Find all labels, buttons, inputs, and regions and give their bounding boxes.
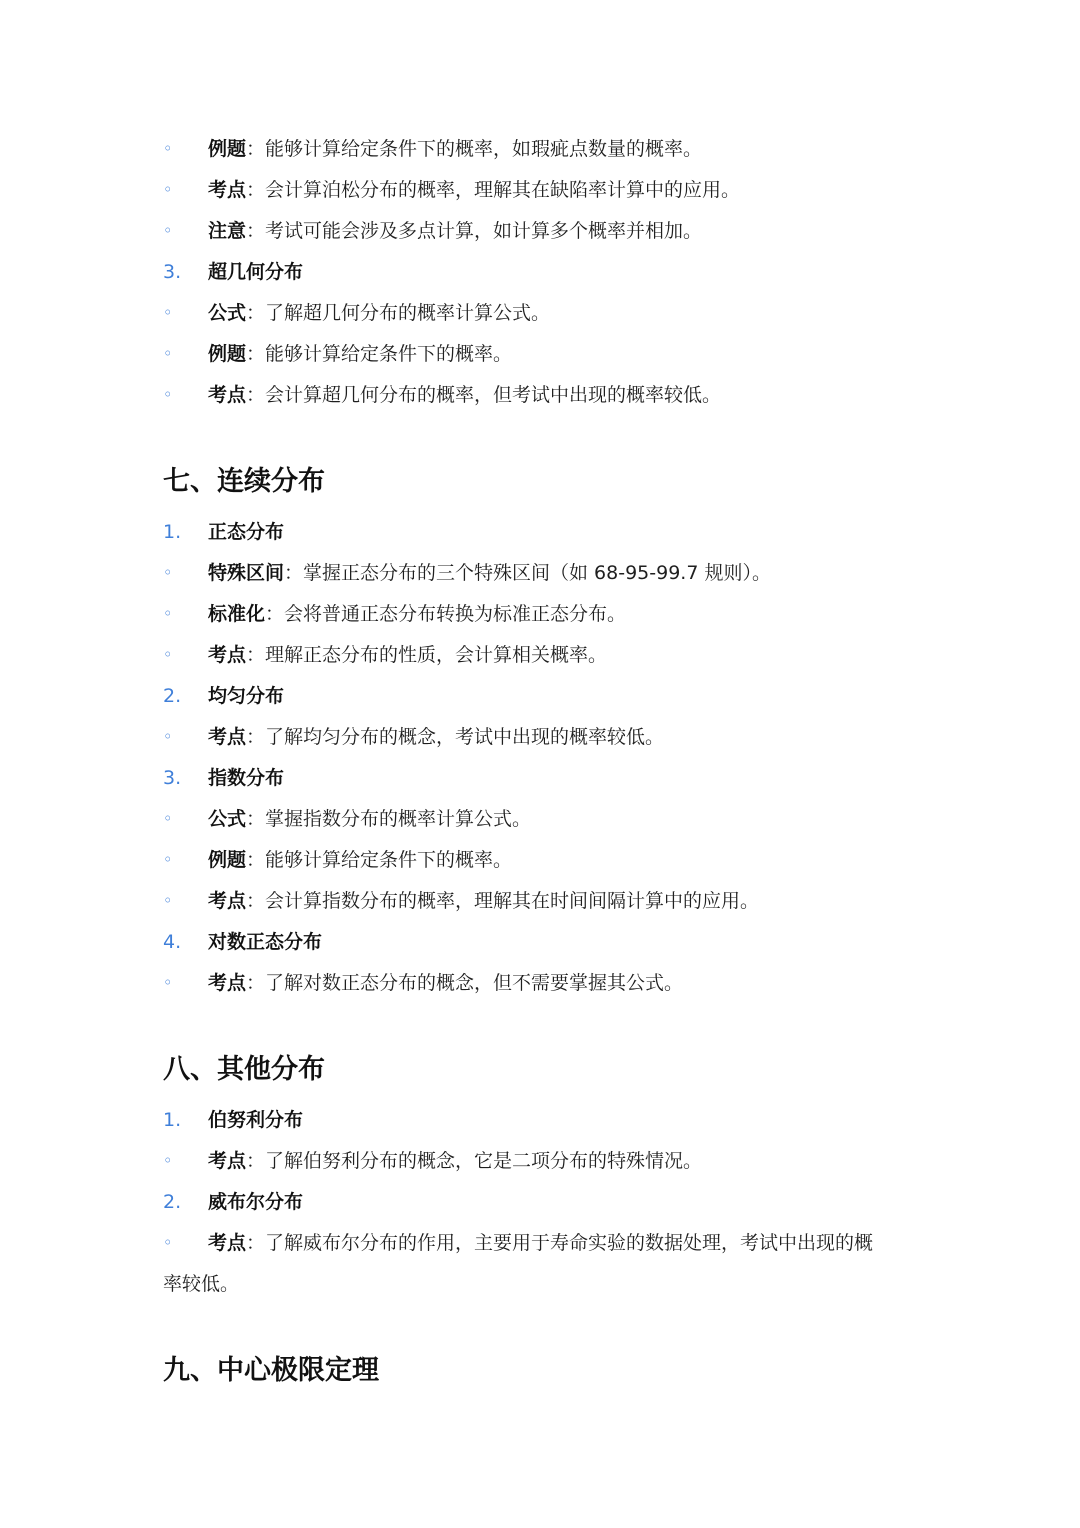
item-label: 公式 bbox=[208, 808, 247, 830]
item-text: ：掌握指数分布的概率计算公式。 bbox=[246, 808, 532, 830]
list-item bbox=[0, 883, 1080, 919]
list-item bbox=[0, 336, 1080, 372]
item-text: ：了解超几何分布的概率计算公式。 bbox=[246, 302, 551, 324]
list-number: 1. bbox=[163, 521, 182, 543]
item-text: ：了解威布尔分布的作用，主要用于寿命实验的数据处理，考试中出现的概 bbox=[246, 1232, 874, 1254]
item-text: ：能够计算给定条件下的概率，如瑕疵点数量的概率。 bbox=[246, 138, 703, 160]
list-item bbox=[0, 172, 1080, 208]
item-text: ：能够计算给定条件下的概率。 bbox=[246, 343, 513, 365]
list-item bbox=[0, 965, 1080, 1001]
bullet-icon: ◦ bbox=[163, 1151, 173, 1170]
list-number: 3. bbox=[163, 767, 182, 789]
item-label: 考点 bbox=[208, 1232, 247, 1254]
bullet-icon: ◦ bbox=[163, 180, 173, 199]
bullet-icon: ◦ bbox=[163, 645, 173, 664]
section-heading: 九、中心极限定理 bbox=[163, 1355, 379, 1386]
item-label: 考点 bbox=[208, 726, 247, 748]
numbered-item bbox=[0, 1102, 1080, 1138]
bullet-icon: ◦ bbox=[163, 973, 173, 992]
item-text: ：会计算超几何分布的概率，但考试中出现的概率较低。 bbox=[246, 384, 722, 406]
item-text: ：理解正态分布的性质，会计算相关概率。 bbox=[246, 644, 608, 666]
numbered-item bbox=[0, 254, 1080, 290]
item-text: ：掌握正态分布的三个特殊区间（如 68-95-99.7 规则）。 bbox=[284, 562, 771, 584]
section-heading: 八、其他分布 bbox=[163, 1054, 325, 1085]
list-number: 4. bbox=[163, 931, 182, 953]
item-label: 公式 bbox=[208, 302, 247, 324]
list-item bbox=[0, 842, 1080, 878]
item-label: 考点 bbox=[208, 644, 247, 666]
numbered-item bbox=[0, 514, 1080, 550]
bullet-icon: ◦ bbox=[163, 344, 173, 363]
list-item bbox=[0, 295, 1080, 331]
item-label: 标准化 bbox=[208, 603, 266, 625]
list-number: 3. bbox=[163, 261, 182, 283]
subsection-title: 超几何分布 bbox=[208, 261, 304, 283]
item-label: 注意 bbox=[208, 220, 247, 242]
list-item-continuation bbox=[0, 1266, 1080, 1302]
bullet-icon: ◦ bbox=[163, 727, 173, 746]
bullet-icon: ◦ bbox=[163, 604, 173, 623]
list-item bbox=[0, 596, 1080, 632]
item-text: ：了解对数正态分布的概念，但不需要掌握其公式。 bbox=[246, 972, 684, 994]
list-item bbox=[0, 801, 1080, 837]
item-text: ：了解伯努利分布的概念，它是二项分布的特殊情况。 bbox=[246, 1150, 703, 1172]
bullet-icon: ◦ bbox=[163, 563, 173, 582]
list-item bbox=[0, 637, 1080, 673]
item-text: ：了解均匀分布的概念，考试中出现的概率较低。 bbox=[246, 726, 665, 748]
list-number: 2. bbox=[163, 685, 182, 707]
item-label: 考点 bbox=[208, 1150, 247, 1172]
list-item bbox=[0, 555, 1080, 591]
item-text: ：能够计算给定条件下的概率。 bbox=[246, 849, 513, 871]
subsection-title: 伯努利分布 bbox=[208, 1109, 304, 1131]
bullet-icon: ◦ bbox=[163, 850, 173, 869]
list-item bbox=[0, 213, 1080, 249]
item-label: 例题 bbox=[208, 849, 247, 871]
item-label: 特殊区间 bbox=[208, 562, 285, 584]
item-text-continuation: 率较低。 bbox=[163, 1273, 240, 1295]
item-text: ：会计算指数分布的概率，理解其在时间间隔计算中的应用。 bbox=[246, 890, 760, 912]
bullet-icon: ◦ bbox=[163, 139, 173, 158]
list-number: 2. bbox=[163, 1191, 182, 1213]
list-item bbox=[0, 1143, 1080, 1179]
item-text: ：会将普通正态分布转换为标准正态分布。 bbox=[265, 603, 627, 625]
bullet-icon: ◦ bbox=[163, 891, 173, 910]
item-label: 考点 bbox=[208, 890, 247, 912]
item-label: 考点 bbox=[208, 179, 247, 201]
list-item bbox=[0, 131, 1080, 167]
section-heading: 七、连续分布 bbox=[163, 466, 325, 497]
numbered-item bbox=[0, 678, 1080, 714]
numbered-item bbox=[0, 1184, 1080, 1220]
bullet-icon: ◦ bbox=[163, 385, 173, 404]
numbered-item bbox=[0, 760, 1080, 796]
item-label: 例题 bbox=[208, 343, 247, 365]
item-text: ：会计算泊松分布的概率，理解其在缺陷率计算中的应用。 bbox=[246, 179, 741, 201]
list-item bbox=[0, 1225, 1080, 1261]
list-number: 1. bbox=[163, 1109, 182, 1131]
subsection-title: 威布尔分布 bbox=[208, 1191, 304, 1213]
subsection-title: 指数分布 bbox=[208, 767, 285, 789]
bullet-icon: ◦ bbox=[163, 303, 173, 322]
item-label: 例题 bbox=[208, 138, 247, 160]
item-text: ：考试可能会涉及多点计算，如计算多个概率并相加。 bbox=[246, 220, 703, 242]
list-item bbox=[0, 719, 1080, 755]
bullet-icon: ◦ bbox=[163, 1233, 173, 1252]
subsection-title: 均匀分布 bbox=[208, 685, 285, 707]
numbered-item bbox=[0, 924, 1080, 960]
item-label: 考点 bbox=[208, 384, 247, 406]
item-label: 考点 bbox=[208, 972, 247, 994]
subsection-title: 对数正态分布 bbox=[208, 931, 323, 953]
subsection-title: 正态分布 bbox=[208, 521, 285, 543]
bullet-icon: ◦ bbox=[163, 221, 173, 240]
list-item bbox=[0, 377, 1080, 413]
bullet-icon: ◦ bbox=[163, 809, 173, 828]
